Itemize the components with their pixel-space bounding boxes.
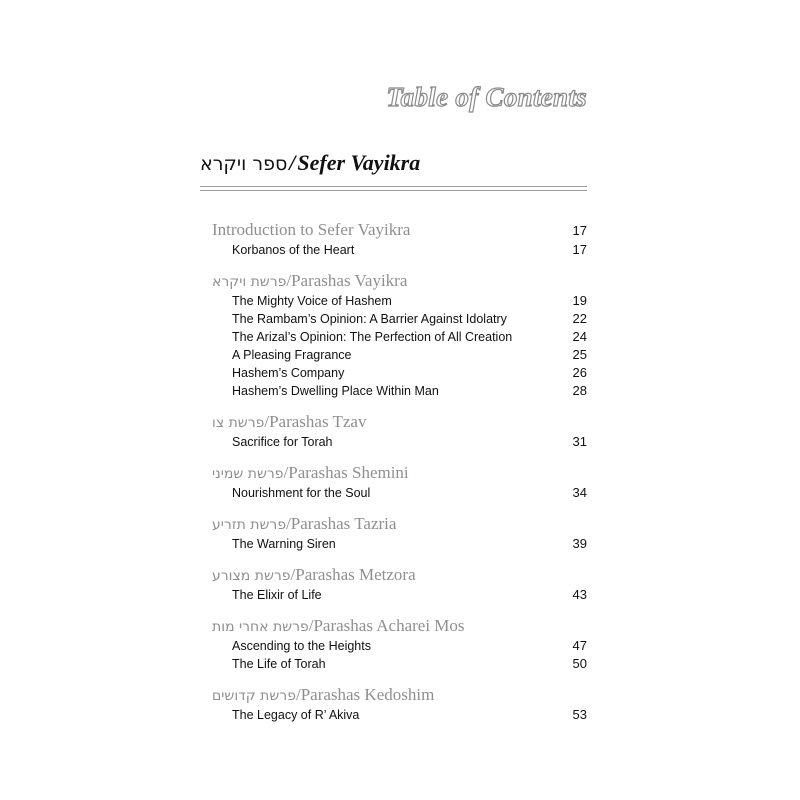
entry-title: The Legacy of R’ Akiva [232, 708, 360, 722]
section-heading[interactable] [212, 220, 587, 241]
toc-entry[interactable] [212, 364, 587, 382]
section-title: Parashas Tzav [269, 412, 367, 431]
toc-entry[interactable] [212, 637, 587, 655]
toc-entry[interactable] [212, 382, 587, 400]
entry-page-number: 24 [572, 329, 587, 344]
section-heading[interactable] [212, 463, 587, 484]
section-hebrew-title: פרשת שמיני [212, 466, 284, 482]
section-heading[interactable] [212, 616, 587, 637]
toc-section [212, 616, 587, 673]
section-heading[interactable] [212, 271, 587, 292]
section-title: Introduction to Sefer Vayikra [212, 220, 411, 239]
entry-title: The Arizal’s Opinion: The Perfection of All Creation [232, 330, 513, 344]
section-hebrew-title: פרשת מצורע [212, 568, 291, 584]
entry-page-number: 34 [572, 485, 587, 500]
section-separator: / [286, 514, 291, 533]
entry-title: The Elixir of Life [232, 588, 322, 602]
section-heading[interactable] [212, 565, 587, 586]
section-title-group [212, 685, 434, 706]
toc-entry[interactable] [212, 586, 587, 604]
entry-page-number: 50 [572, 656, 587, 671]
section-title-group [212, 514, 396, 535]
section-separator: / [308, 616, 314, 635]
section-title-group [212, 565, 416, 586]
page-title: Table of Contents [386, 82, 587, 112]
entry-page-number: 28 [572, 383, 587, 398]
section-separator: / [295, 685, 301, 704]
section-page-number: 17 [572, 223, 587, 238]
toc-entry[interactable] [212, 535, 587, 553]
entry-title: Hashem’s Dwelling Place Within Man [232, 384, 439, 398]
toc-section [212, 685, 587, 724]
toc-entry[interactable] [212, 310, 587, 328]
divider-rule-top [200, 186, 587, 187]
book-title-hebrew: ספר ויקרא [200, 153, 288, 175]
section-heading[interactable] [212, 412, 587, 433]
entry-page-number: 53 [572, 707, 587, 722]
entry-page-number: 17 [572, 242, 587, 257]
entry-page-number: 19 [572, 293, 587, 308]
section-title-group [212, 271, 407, 292]
section-heading[interactable] [212, 514, 587, 535]
entry-page-number: 43 [572, 587, 587, 602]
entry-title: Sacrifice for Torah [232, 435, 333, 449]
toc-section [212, 220, 587, 259]
table-of-contents [212, 220, 587, 736]
section-hebrew-title: פרשת תזריע [212, 517, 287, 533]
section-title: Parashas Vayikra [291, 271, 408, 290]
toc-section [212, 565, 587, 604]
section-separator: / [283, 463, 289, 482]
section-title: Parashas Kedoshim [300, 685, 435, 704]
entry-page-number: 25 [572, 347, 587, 362]
section-title-group [212, 616, 465, 637]
book-title-separator: / [289, 150, 296, 175]
entry-page-number: 22 [572, 311, 587, 326]
section-separator: / [286, 271, 292, 290]
section-heading[interactable] [212, 685, 587, 706]
section-title: Parashas Acharei Mos [313, 616, 465, 635]
toc-entry[interactable] [212, 655, 587, 673]
section-separator: / [290, 565, 296, 584]
toc-entry[interactable] [212, 328, 587, 346]
entry-title: Nourishment for the Soul [232, 486, 371, 500]
section-title: Parashas Metzora [295, 565, 416, 584]
section-title-group [212, 412, 366, 433]
toc-entry[interactable] [212, 706, 587, 724]
entry-title: Korbanos of the Heart [232, 243, 355, 257]
entry-page-number: 31 [572, 434, 587, 449]
entry-page-number: 26 [572, 365, 587, 380]
entry-title: The Warning Siren [232, 537, 336, 551]
toc-entry[interactable] [212, 484, 587, 502]
toc-entry[interactable] [212, 241, 587, 259]
book-title [200, 150, 420, 176]
section-separator: / [264, 412, 270, 431]
entry-title: The Life of Torah [232, 657, 326, 671]
toc-section [212, 271, 587, 400]
section-title: Parashas Shemini [288, 463, 409, 482]
toc-section [212, 514, 587, 553]
entry-title: The Rambam’s Opinion: A Barrier Against Idolatry [232, 312, 507, 326]
toc-section [212, 463, 587, 502]
section-title-group [212, 463, 409, 484]
divider-rule-bottom [200, 190, 587, 191]
section-title: Parashas Tazria [290, 514, 397, 533]
toc-section [212, 412, 587, 451]
section-hebrew-title: פרשת אחרי מות [212, 619, 309, 635]
entry-title: Ascending to the Heights [232, 639, 371, 653]
entry-page-number: 47 [572, 638, 587, 653]
entry-title: Hashem’s Company [232, 366, 345, 380]
section-title-group [212, 220, 410, 241]
section-hebrew-title: פרשת צו [212, 415, 265, 431]
section-hebrew-title: פרשת קדושים [212, 688, 296, 704]
toc-entry[interactable] [212, 292, 587, 310]
toc-entry[interactable] [212, 346, 587, 364]
entry-title: A Pleasing Fragrance [232, 348, 352, 362]
entry-title: The Mighty Voice of Hashem [232, 294, 392, 308]
entry-page-number: 39 [572, 536, 587, 551]
section-hebrew-title: פרשת ויקרא [212, 274, 287, 290]
toc-entry[interactable] [212, 433, 587, 451]
book-title-english: Sefer Vayikra [297, 150, 421, 175]
